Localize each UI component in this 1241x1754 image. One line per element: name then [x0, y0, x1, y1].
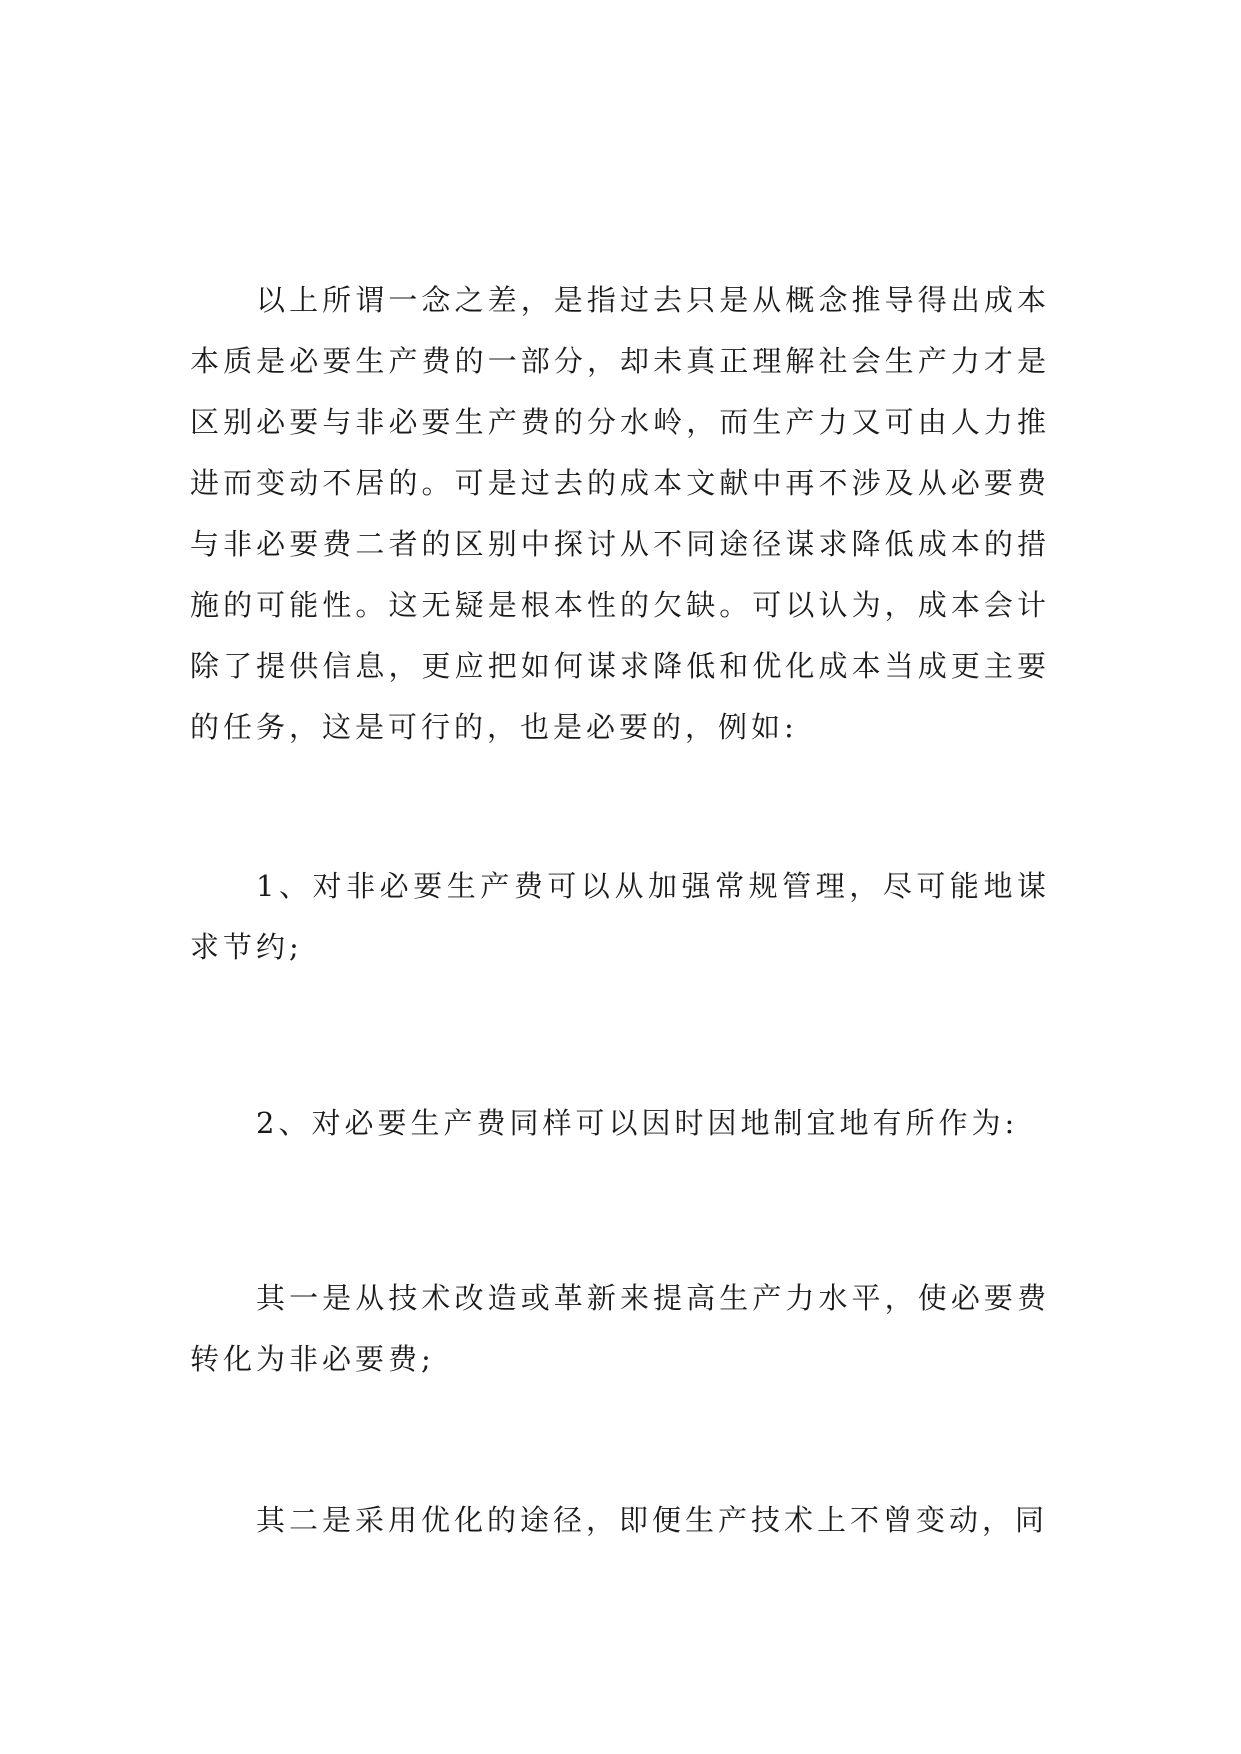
paragraph-item-1: 1、对非必要生产费可以从加强常规管理，尽可能地谋求节约; — [190, 869, 1050, 964]
paragraph-intro: 以上所谓一念之差，是指过去只是从概念推导得出成本本质是必要生产费的一部分，却未真正理解社会生产力才是区别必要与非必要生产费的分水岭，而生产力又可由人力推进而变动不居的。可是过去的成本文献中再不涉及从必要费与非必要费二者的区别中探讨从不同途径谋求降低成本的措施的可能性。这无疑是根本性的欠缺。可以认为，成本会计除了提供信息，更应把如何谋求降低和优化成本当成更主要的任务，这是可行的，也是必要的，例如: — [190, 283, 1050, 744]
paragraph-point-1: 其一是从技术改造或革新来提高生产力水平，使必要费转化为非必要费; — [190, 1281, 1050, 1376]
paragraph-item-2: 2、对必要生产费同样可以因时因地制宜地有所作为: — [256, 1106, 1019, 1140]
paragraph-point-2: 其二是采用优化的途径，即便生产技术上不曾变动，同 — [256, 1503, 1049, 1537]
